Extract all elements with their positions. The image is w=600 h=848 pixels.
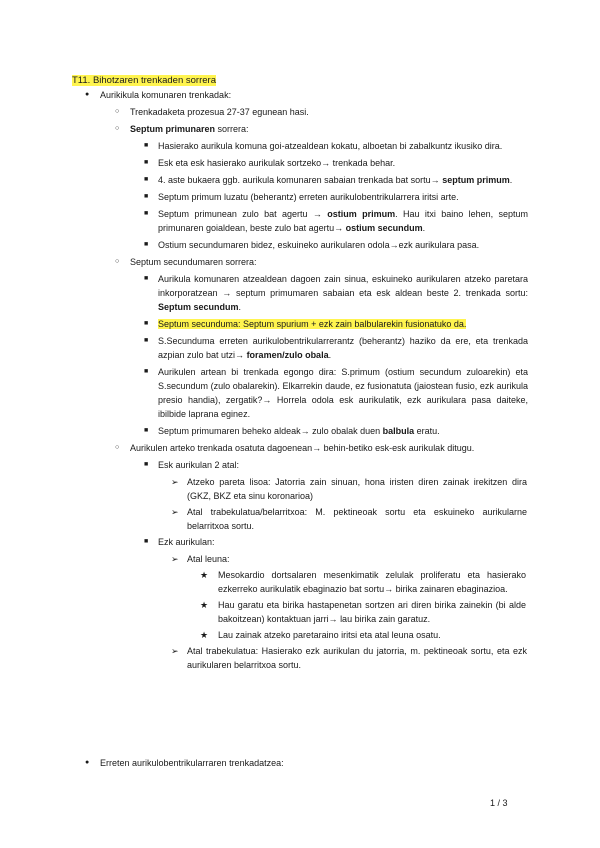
circle-marker: ○ [115, 108, 120, 115]
list-item: ➢ Atal trabekulatua: Hasierako ezk aurikulan du jatorria, m. pektineoak sortu, eta ezk aurikularen belarritxoa sortu. [171, 646, 527, 670]
list-item: ■ Septum primum luzatu (beherantz) erreten aurikulobentrikularrera iritsi arte. [144, 192, 459, 202]
square-marker: ■ [144, 427, 149, 434]
list-item [144, 317, 528, 331]
square-marker: ■ [144, 337, 149, 344]
list-item: ○ Septum secundumaren sorrera: [115, 257, 257, 267]
list-item: ■ Ostium secundumaren bidez, eskuineko aurikularen odola→ezk aurikulara pasa. [144, 240, 480, 250]
list-item: ● Aurikikula komunaren trenkadak: [85, 90, 232, 100]
list-item: ■ Esk aurikulan 2 atal: [144, 460, 240, 470]
list-item: ○ Trenkadaketa prozesua 27-37 egunean hasi. [115, 107, 309, 117]
list-item: ○ Aurikulen arteko trenkada osatuta dagoenean→ behin-betiko esk-esk aurikulak ditugu. [115, 443, 475, 453]
square-marker: ■ [144, 193, 149, 200]
square-marker: ■ [144, 159, 149, 166]
list-item: ➢ Atal leuna: [171, 554, 230, 564]
arrow-marker-icon: ➢ [171, 507, 179, 517]
square-marker: ■ [144, 320, 149, 327]
list-item: ★ Lau zainak atzeko paretaraino iritsi eta atal leuna osatu. [200, 630, 441, 640]
list-item: ★ Hau garatu eta birika hastapenetan sortzen ari diren birika zainekin (bi alde bakoitzean) kontaktuan jarri→ lau birika zain garatuz. [200, 600, 526, 624]
list-item: ○ Septum primunaren sorrera: [115, 124, 249, 134]
page-title: T11. Bihotzaren trenkaden sorrera [72, 75, 216, 86]
circle-marker: ○ [115, 258, 120, 265]
square-marker: ■ [144, 461, 149, 468]
list-item: ■ Aurikula komunaren atzealdean dagoen zain sinua, eskuineko aurikularen atzeko paretara inkorporatzean → septum primumaren sabaian eta esk aldean beste 2. trenkada sortu: Septum secundum. [144, 274, 528, 312]
square-marker: ■ [144, 241, 149, 248]
square-marker: ■ [144, 176, 149, 183]
bullet-marker: ● [85, 759, 90, 766]
square-marker: ■ [144, 210, 149, 217]
star-marker-icon: ★ [200, 630, 209, 640]
star-marker-icon: ★ [200, 600, 209, 610]
arrow-marker-icon: ➢ [171, 646, 179, 656]
square-marker: ■ [144, 142, 149, 149]
bullet-marker: ● [85, 91, 90, 98]
list-item: ■ Hasierako aurikula komuna goi-atzealdean kokatu, alboetan bi zabalkuntz ikusiko dira. [144, 141, 503, 151]
list-item: ➢ Atzeko pareta lisoa: Jatorria zain sinuan, hona iristen diren zainak irekitzen dira (GKZ, BKZ eta sinu koronarioa) [171, 477, 527, 501]
list-item: ● Erreten aurikulobentrikularraren trenkadatzea: [85, 758, 284, 768]
list-item: ➢ Atal trabekulatua/belarritxoa: M. pektineoak sortu eta eskuineko aurikularne belarritxoa sortu. [171, 507, 527, 531]
arrow-marker-icon: ➢ [171, 554, 179, 564]
star-marker-icon: ★ [200, 570, 209, 580]
next-section [0, 756, 600, 770]
list-item: ■ S.Secunduma erreten aurikulobentrikularrerantz (beherantz) haziko da ere, eta trenkada azpian zulo bat utzi→ foramen/zulo obala. [144, 336, 528, 360]
circle-marker: ○ [115, 444, 120, 451]
page-number: 1 / 3 [490, 798, 508, 808]
square-marker: ■ [144, 275, 149, 282]
list-item: ■ 4. aste bukaera ggb. aurikula komunaren sabaian trenkada bat sortu→ septum primum. [144, 175, 513, 185]
list-item: ■ Ezk aurikulan: [144, 537, 215, 547]
arrow-marker-icon: ➢ [171, 477, 179, 487]
list-item: ■ Septum primumaren beheko aldeak→ zulo obalak duen balbula eratu. [144, 426, 440, 436]
list-item: ■ Esk eta esk hasierako aurikulak sortzeko→ trenkada behar. [144, 158, 396, 168]
outline [0, 88, 600, 674]
list-item: ■ Septum primunean zulo bat agertu → ostium primum. Hau itxi baino lehen, septum primunaren goialdean, beste zulo bat agertu→ ostium secundum. [144, 209, 528, 233]
highlighted-text: Septum secunduma: Septum spurium + ezk zain balbularekin fusionatuko da. [158, 319, 467, 329]
square-marker: ■ [144, 538, 149, 545]
square-marker: ■ [144, 368, 149, 375]
list-item: ■ Aurikulen artean bi trenkada egongo dira: S.primum (ostium secundum zuloarekin) eta S.secundum (zulo obalarekin). Elkarrekin daude, ez fusionatuta (jaiostean fusio, ezk aurikula presio handia), zergatik?→ Horrela odola esk aurikulatik, ezk aurikulara pasa daiteke, ibilbide laprana eginez. [144, 367, 528, 419]
list-item: ★ Mesokardio dortsalaren mesenkimatik zelulak proliferatu eta hasierako ezkerreko aurikulatik ebaginazio bat sortu→ birika zainaren ebaginazioa. [200, 570, 526, 594]
circle-marker: ○ [115, 125, 120, 132]
